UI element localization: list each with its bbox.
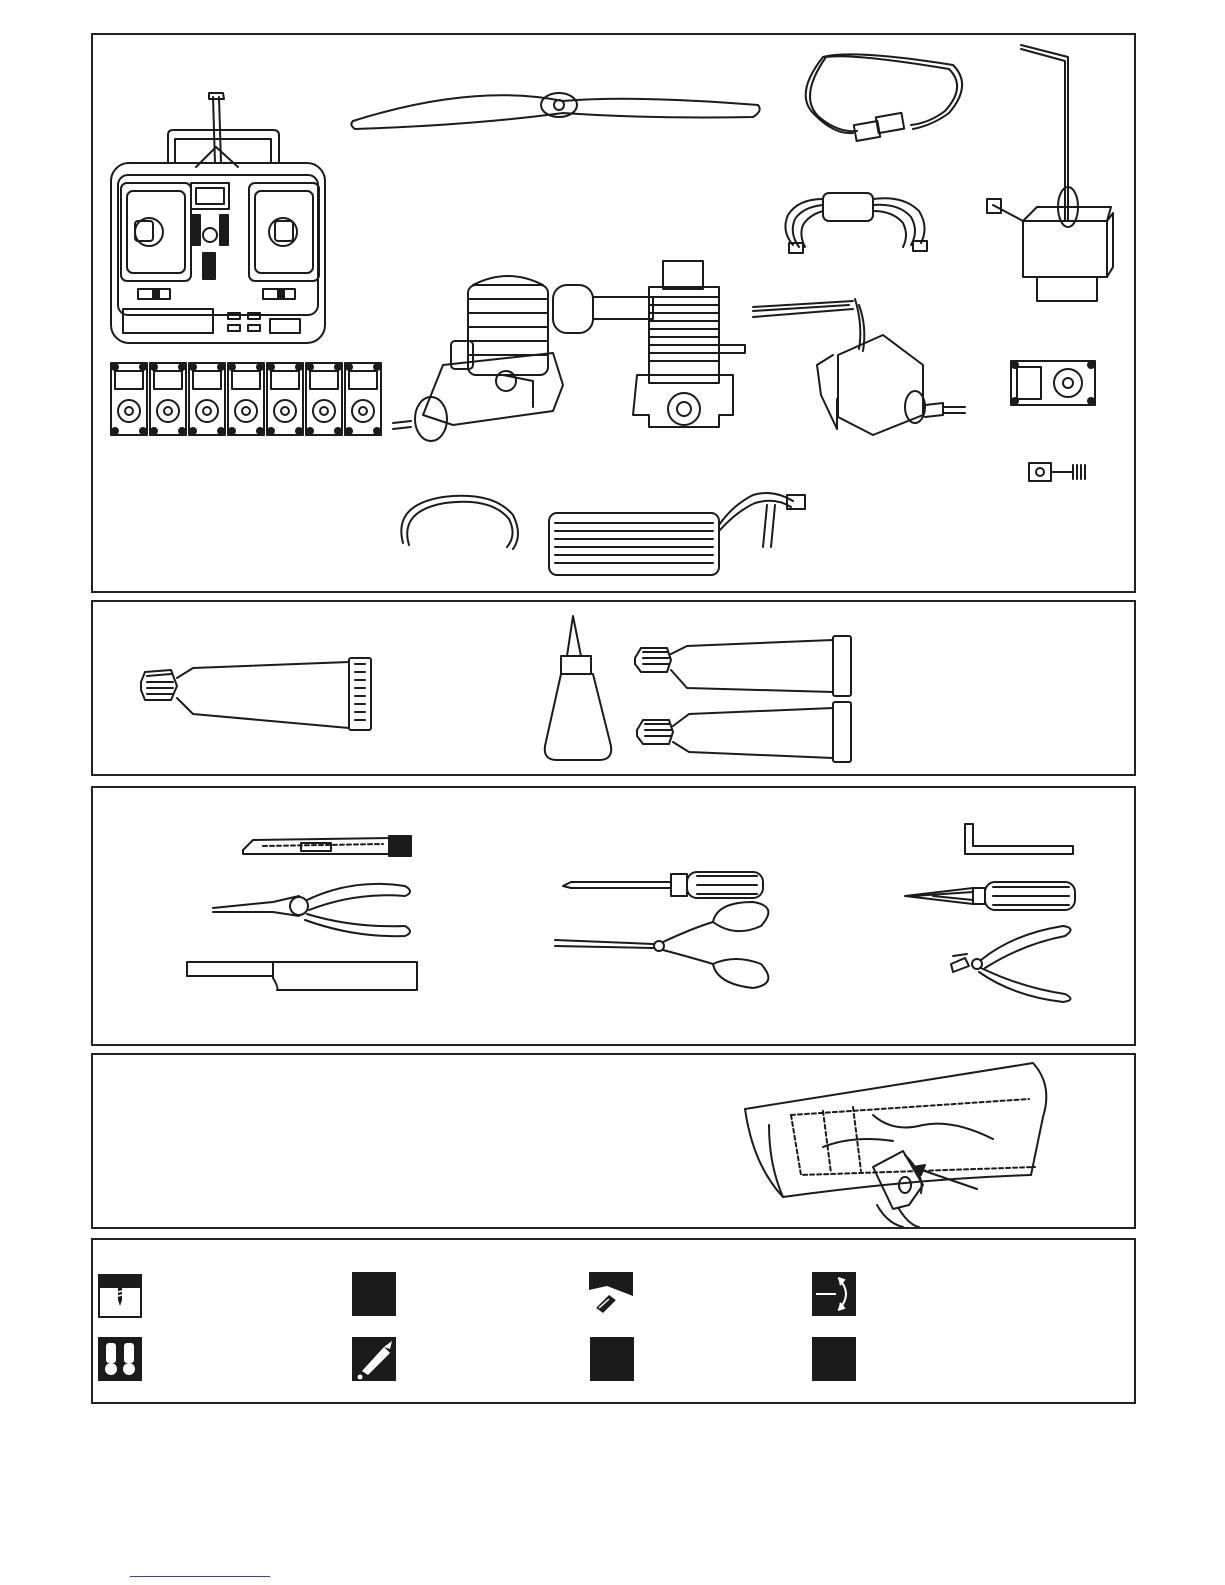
servo-extension-lead-icon bbox=[806, 54, 962, 141]
blank-square-icon bbox=[812, 1337, 856, 1381]
tools-panel bbox=[91, 786, 1136, 1046]
battery-pack-icon bbox=[549, 493, 805, 575]
hex-key-icon bbox=[965, 824, 1073, 854]
epoxy-tube-b-icon bbox=[637, 702, 851, 762]
phillips-screwdriver-icon bbox=[563, 872, 763, 898]
switch-harness-icon bbox=[785, 193, 927, 253]
epoxy-tube-a-icon bbox=[635, 636, 851, 696]
scissors-icon bbox=[555, 902, 768, 988]
servo-icon bbox=[1011, 361, 1095, 405]
linkage-stopper-icon bbox=[1029, 463, 1085, 481]
pair-parts-icon bbox=[98, 1337, 142, 1381]
blank-square-icon bbox=[590, 1337, 634, 1381]
wing-panel-covering-icon bbox=[745, 1063, 1046, 1197]
sanding-icon bbox=[589, 1272, 633, 1316]
needle-nose-pliers-icon bbox=[213, 884, 410, 936]
covering-iron-icon bbox=[873, 1151, 923, 1227]
glue-bottle-icon bbox=[352, 1337, 396, 1381]
side-cutters-icon bbox=[951, 926, 1071, 1002]
symbol-key-panel bbox=[91, 1238, 1136, 1404]
glue-tube-large-icon bbox=[141, 658, 371, 730]
swing-arrows-icon bbox=[812, 1272, 856, 1316]
propeller-icon bbox=[351, 93, 759, 129]
blank-square-icon bbox=[352, 1272, 396, 1316]
footer-link-underline[interactable] bbox=[130, 1576, 270, 1577]
four-stroke-engine-icon bbox=[553, 261, 745, 427]
glow-engine-icon bbox=[393, 276, 563, 441]
radio-transmitter-icon bbox=[111, 93, 325, 343]
hobby-knife-icon bbox=[243, 836, 411, 856]
tapered-reamer-icon bbox=[905, 882, 1075, 910]
glue-bottle-icon bbox=[545, 616, 612, 760]
covering-panel bbox=[91, 1053, 1136, 1229]
drill-icon bbox=[98, 1274, 142, 1318]
electric-motor-icon bbox=[753, 299, 965, 435]
throttle-servo-mount-icon bbox=[987, 45, 1113, 301]
adhesives-panel bbox=[91, 600, 1136, 776]
servo-set-icon bbox=[111, 363, 381, 435]
required-items-panel bbox=[91, 33, 1136, 593]
fuel-tubing-icon bbox=[401, 496, 518, 549]
razor-saw-icon bbox=[187, 962, 417, 990]
